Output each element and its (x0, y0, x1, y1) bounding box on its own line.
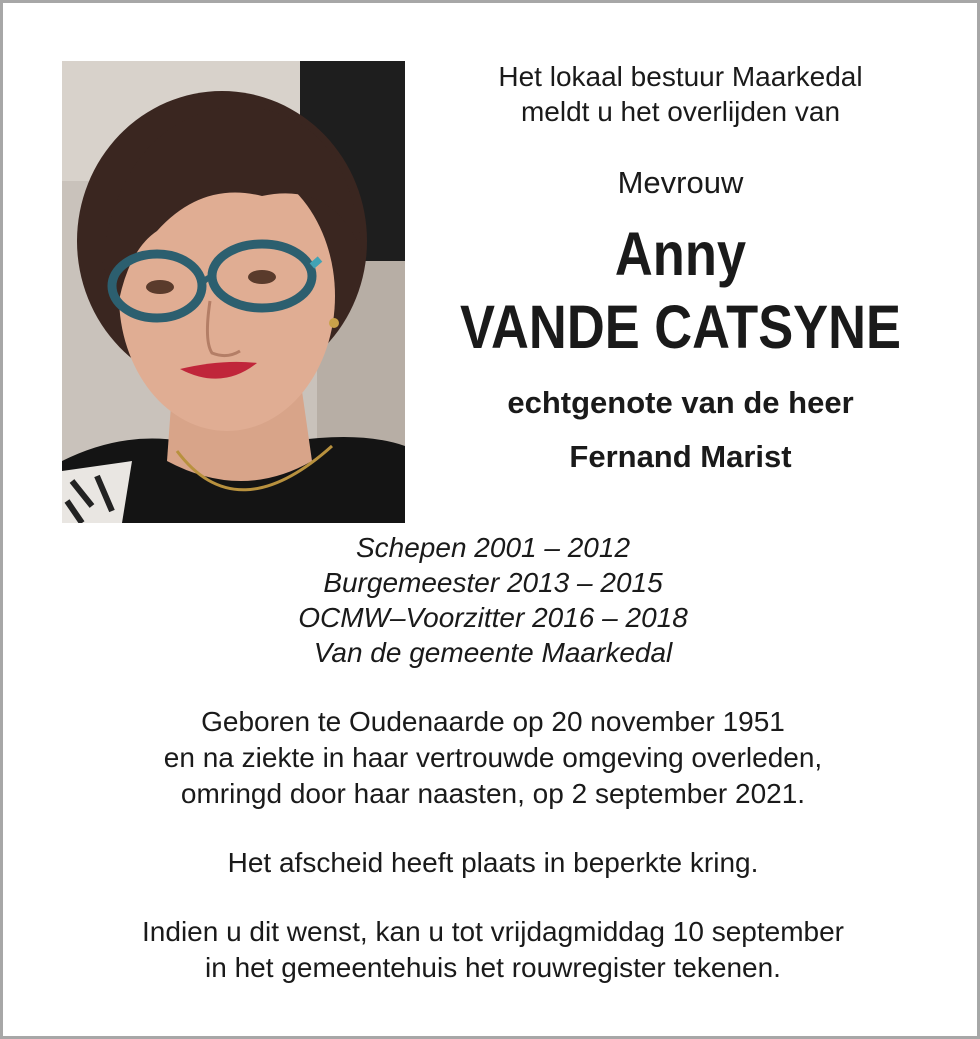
role-item: Schepen 2001 – 2012 (355, 532, 631, 563)
honorific: Mevrouw (617, 165, 744, 200)
farewell-line: Het afscheid heeft plaats in beperkte kring. (227, 847, 759, 878)
announcement-header (423, 59, 938, 475)
portrait-illustration (62, 61, 405, 523)
register-line: Indien u dit wenst, kan u tot vrijdagmiddag 10 september (142, 916, 844, 947)
intro-line-2: meldt u het overlijden van (520, 96, 841, 127)
intro-line-1: Het lokaal bestuur Maarkedal (498, 61, 863, 92)
portrait-photo (62, 61, 405, 523)
spouse-line-2: Fernand Marist (569, 439, 792, 474)
birth-line: omringd door haar naasten, op 2 september 2021. (180, 778, 806, 809)
register-line: in het gemeentehuis het rouwregister tekenen. (205, 952, 781, 983)
role-item: Burgemeester 2013 – 2015 (323, 567, 663, 598)
role-item: Van de gemeente Maarkedal (313, 637, 673, 668)
announcement-body (3, 704, 980, 986)
birth-line: Geboren te Oudenaarde op 20 november 1951 (201, 706, 785, 737)
roles-list (3, 530, 980, 670)
spouse-line-1: echtgenote van de heer (507, 385, 854, 420)
first-name: Anny (614, 220, 747, 288)
birth-line: en na ziekte in haar vertrouwde omgeving overleden, (163, 742, 823, 773)
last-name: VANDE CATSYNE (459, 293, 902, 361)
role-item: OCMW–Voorzitter 2016 – 2018 (298, 602, 688, 633)
